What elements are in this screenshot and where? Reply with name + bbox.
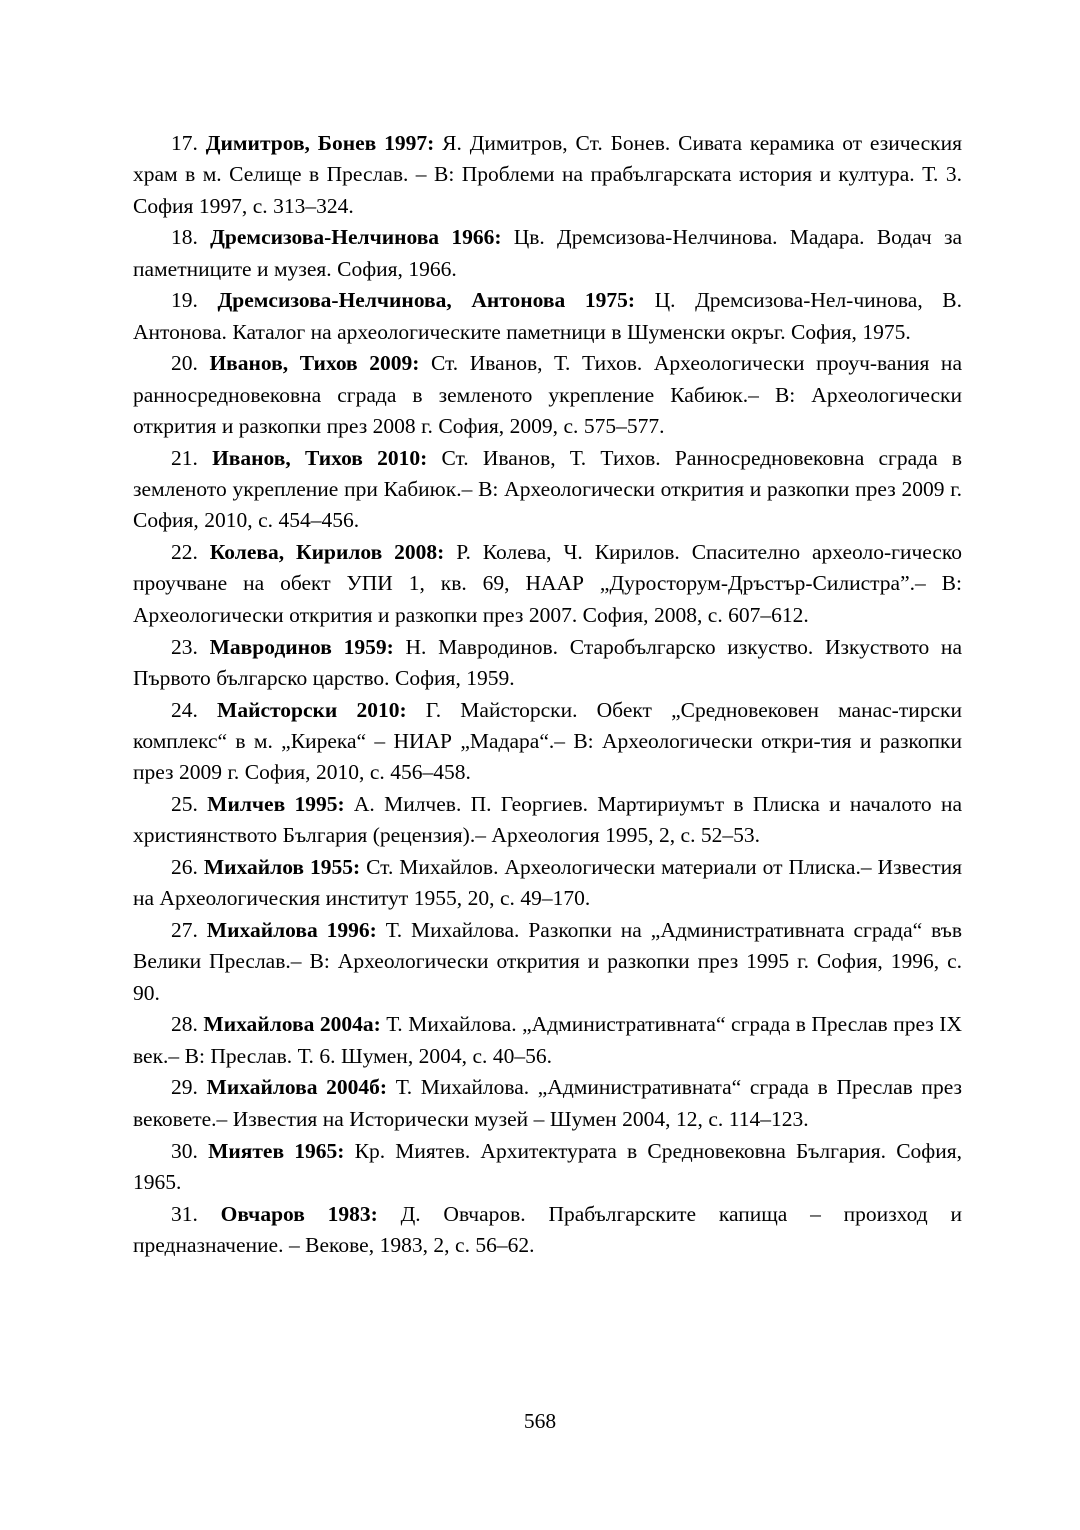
entry-number: 31. xyxy=(171,1201,198,1226)
entry-number: 25. xyxy=(171,791,198,816)
entry-text: Цв. Дремсизова-Нелчинова. Мадара. Водач за паметниците и музея. София, 1966. xyxy=(133,225,963,281)
entry-key: Иванов, Тихов 2010: xyxy=(212,445,428,470)
page-number: 568 xyxy=(523,1409,557,1433)
entry-number: 19. xyxy=(171,288,198,313)
entry-text: Г. Майсторски. Обект „Средновековен манас-тирски комплекс“ в м. „Кирека“ – НИАР „Мадара“.– В: Археологически откри-тия и разкопки през 2009 г. София, 2010, с. 456–458. xyxy=(133,697,962,785)
entry-text: Т. Михайлова. „Административната“ сграда в Преслав през вековете.– Известия на Исторически музей – Шумен 2004, 12, с. 114–123. xyxy=(133,1075,962,1131)
entry-number: 21. xyxy=(171,445,198,470)
entry-key: Миятев 1965: xyxy=(208,1138,345,1163)
entry-text: Я. Димитров, Ст. Бонев. Сивата керамика от езическия храм в м. Селище в Преслав. – В: Проблеми на прабългарската история и култура. Т. 3. София 1997, с. 313–324. xyxy=(133,131,963,218)
entry-text: Н. Мавродинов. Старобългарско изкуство. Изкуството на Първото българско царство. София, 1959. xyxy=(133,634,962,690)
entry-key: Иванов, Тихов 2009: xyxy=(209,351,420,376)
bibliography-entry xyxy=(133,915,962,1009)
bibliography-entry xyxy=(133,1072,962,1135)
bibliography-entry xyxy=(133,537,962,631)
entry-key: Майсторски 2010: xyxy=(217,697,407,722)
bibliography-entry xyxy=(133,1136,962,1199)
entry-text: А. Милчев. П. Георгиев. Мартириумът в Плиска и началото на християнството България (рецензия).– Археология 1995, 2, с. 52–53. xyxy=(133,791,962,848)
bibliography-entry xyxy=(133,1199,962,1262)
entry-text: Р. Колева, Ч. Кирилов. Спасително археоло-гическо проучване на обект УПИ 1, кв. 69, НААР „Дуросторум-Дръстър-Силистра”.– В: Археологически открития и разкопки през 2007. София, 2008, с. 607–612. xyxy=(133,540,962,627)
entry-text: Т. Михайлова. „Административната“ сграда в Преслав през IX век.– В: Преслав. Т. 6. Шумен, 2004, с. 40–56. xyxy=(133,1012,962,1068)
entry-text: Ст. Иванов, Т. Тихов. Ранносредновековна сграда в земленото укрепление при Кабиюк.– В: Археологически открития и разкопки през 2009 г. София, 2010, с. 454–456. xyxy=(133,445,962,533)
bibliography-entry xyxy=(133,443,962,537)
entry-key: Дремсизова-Нелчинова, Антонова 1975: xyxy=(217,288,635,313)
entry-number: 23. xyxy=(171,634,198,659)
bibliography-entry xyxy=(133,1009,962,1072)
entry-number: 26. xyxy=(171,854,198,879)
entry-key: Михайлова 2004б: xyxy=(206,1075,388,1100)
bibliography-entry xyxy=(133,348,962,442)
entry-number: 29. xyxy=(171,1075,198,1100)
bibliography-list xyxy=(133,128,962,1261)
bibliography-entry xyxy=(133,285,962,348)
entry-number: 18. xyxy=(171,225,198,250)
entry-text: Ст. Иванов, Т. Тихов. Археологически проуч-вания на ранносредновековна сграда в земленото укрепление Кабиюк.– В: Археологически открития и разкопки през 2008 г. София, 2009, с. 575–577. xyxy=(133,351,962,439)
entry-number: 24. xyxy=(171,697,198,722)
entry-text: Ц. Дремсизова-Нел-чинова, В. Антонова. Каталог на археологическите паметници в Шуменски окръг. София, 1975. xyxy=(133,288,962,344)
entry-number: 28. xyxy=(171,1012,198,1037)
entry-key: Колева, Кирилов 2008: xyxy=(209,540,445,565)
entry-key: Михайлов 1955: xyxy=(203,854,361,879)
entry-text: Ст. Михайлов. Археологически материали от Плиска.– Известия на Археологическия институт 1955, 20, с. 49–170. xyxy=(133,854,962,911)
entry-text: Кр. Миятев. Архитектурата в Средновековна България. София, 1965. xyxy=(133,1138,962,1194)
entry-text: Т. Михайлова. Разкопки на „Административната сграда“ във Велики Преслав.– В: Археологически открития и разкопки през 1995 г. София, 1996, с. 90. xyxy=(133,918,962,1005)
entry-number: 22. xyxy=(171,540,198,565)
bibliography-entry xyxy=(133,695,962,789)
bibliography-entry xyxy=(133,222,962,285)
entry-key: Дремсизова-Нелчинова 1966: xyxy=(210,225,502,250)
entry-key: Михайлова 1996: xyxy=(206,918,377,943)
entry-key: Михайлова 2004а: xyxy=(203,1012,381,1037)
entry-key: Димитров, Бонев 1997: xyxy=(205,131,435,155)
entry-text: Д. Овчаров. Прабългарските капища – произход и предназначение. – Векове, 1983, 2, с. 56–62. xyxy=(133,1201,962,1257)
entry-number: 27. xyxy=(171,918,198,943)
entry-number: 30. xyxy=(171,1138,198,1163)
entry-number: 20. xyxy=(171,351,198,376)
bibliography-entry xyxy=(133,852,962,915)
entry-number: 17. xyxy=(171,131,198,155)
entry-key: Мавродинов 1959: xyxy=(209,634,394,659)
bibliography-entry xyxy=(133,128,962,222)
entry-key: Милчев 1995: xyxy=(207,791,345,816)
entry-key: Овчаров 1983: xyxy=(220,1201,378,1226)
bibliography-entry xyxy=(133,632,962,695)
bibliography-entry xyxy=(133,789,962,852)
